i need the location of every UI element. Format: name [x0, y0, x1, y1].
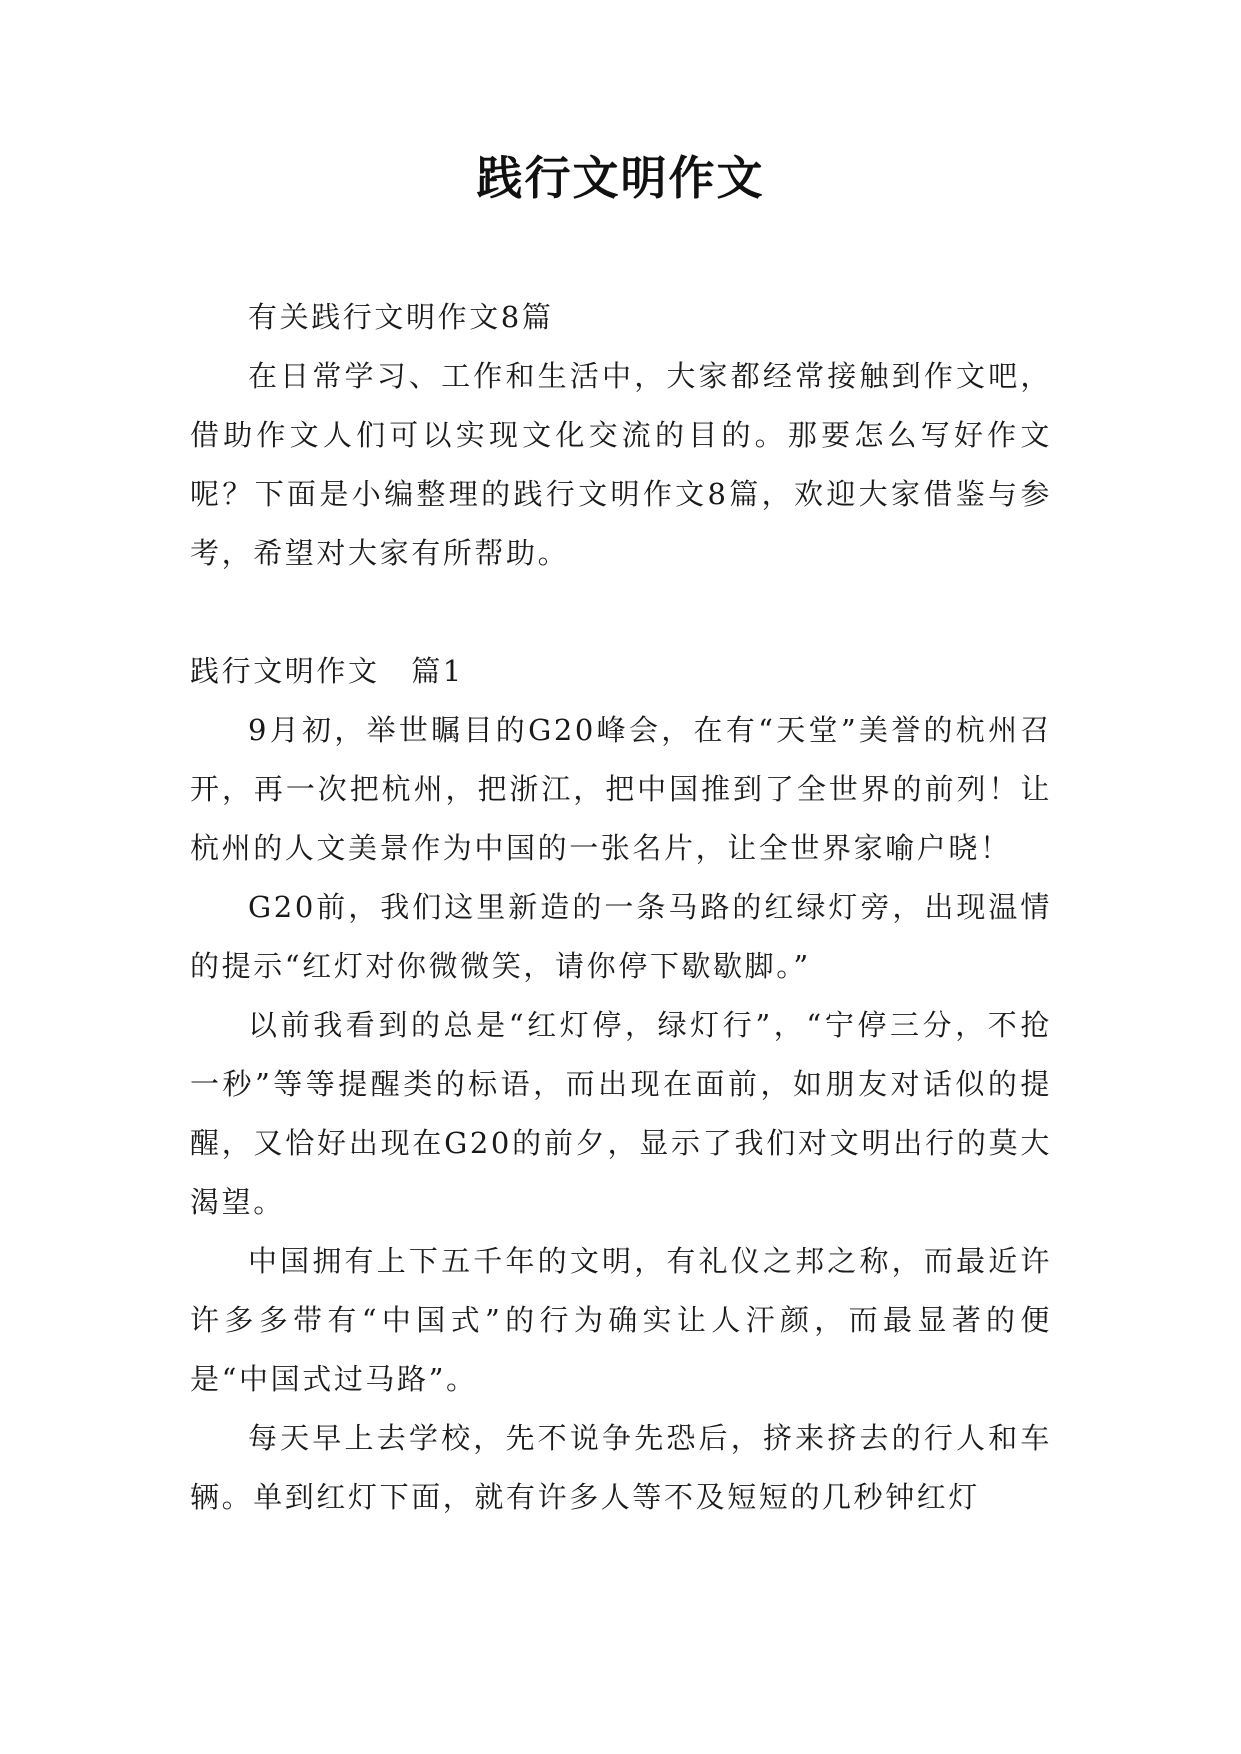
body-paragraph: 9月初，举世瞩目的G20峰会，在有“天堂”美誉的杭州召开，再一次把杭州，把浙江，把中国推到了全世界的前列！让杭州的人文美景作为中国的一张名片，让全世界家喻户晓！ [190, 713, 1052, 865]
document-title: 践行文明作文 [476, 151, 765, 205]
section-heading: 践行文明作文 篇1 [190, 654, 464, 688]
section-spacer [190, 583, 1052, 642]
body-paragraph: 每天早上去学校，先不说争先恐后，挤来挤去的行人和车辆。单到红灯下面，就有许多人等不及短短的几秒钟红灯 [190, 1421, 1052, 1514]
document-body [190, 288, 1052, 1527]
intro-heading: 有关践行文明作文8篇 [248, 300, 554, 334]
intro-paragraph: 在日常学习、工作和生活中，大家都经常接触到作文吧，借助作文人们可以实现文化交流的目的。那要怎么写好作文呢？下面是小编整理的践行文明作文8篇，欢迎大家借鉴与参考，希望对大家有所帮助。 [190, 359, 1052, 570]
body-paragraph: 中国拥有上下五千年的文明，有礼仪之邦之称，而最近许许多多带有“中国式”的行为确实让人汗颜，而最显著的便是“中国式过马路”。 [190, 1244, 1052, 1396]
body-paragraph: G20前，我们这里新造的一条马路的红绿灯旁，出现温情的提示“红灯对你微微笑，请你停下歇歇脚。” [190, 890, 1052, 983]
body-paragraph: 以前我看到的总是“红灯停，绿灯行”，“宁停三分，不抢一秒”等等提醒类的标语，而出现在面前，如朋友对话似的提醒，又恰好出现在G20的前夕，显示了我们对文明出行的莫大渴望。 [190, 1008, 1052, 1219]
